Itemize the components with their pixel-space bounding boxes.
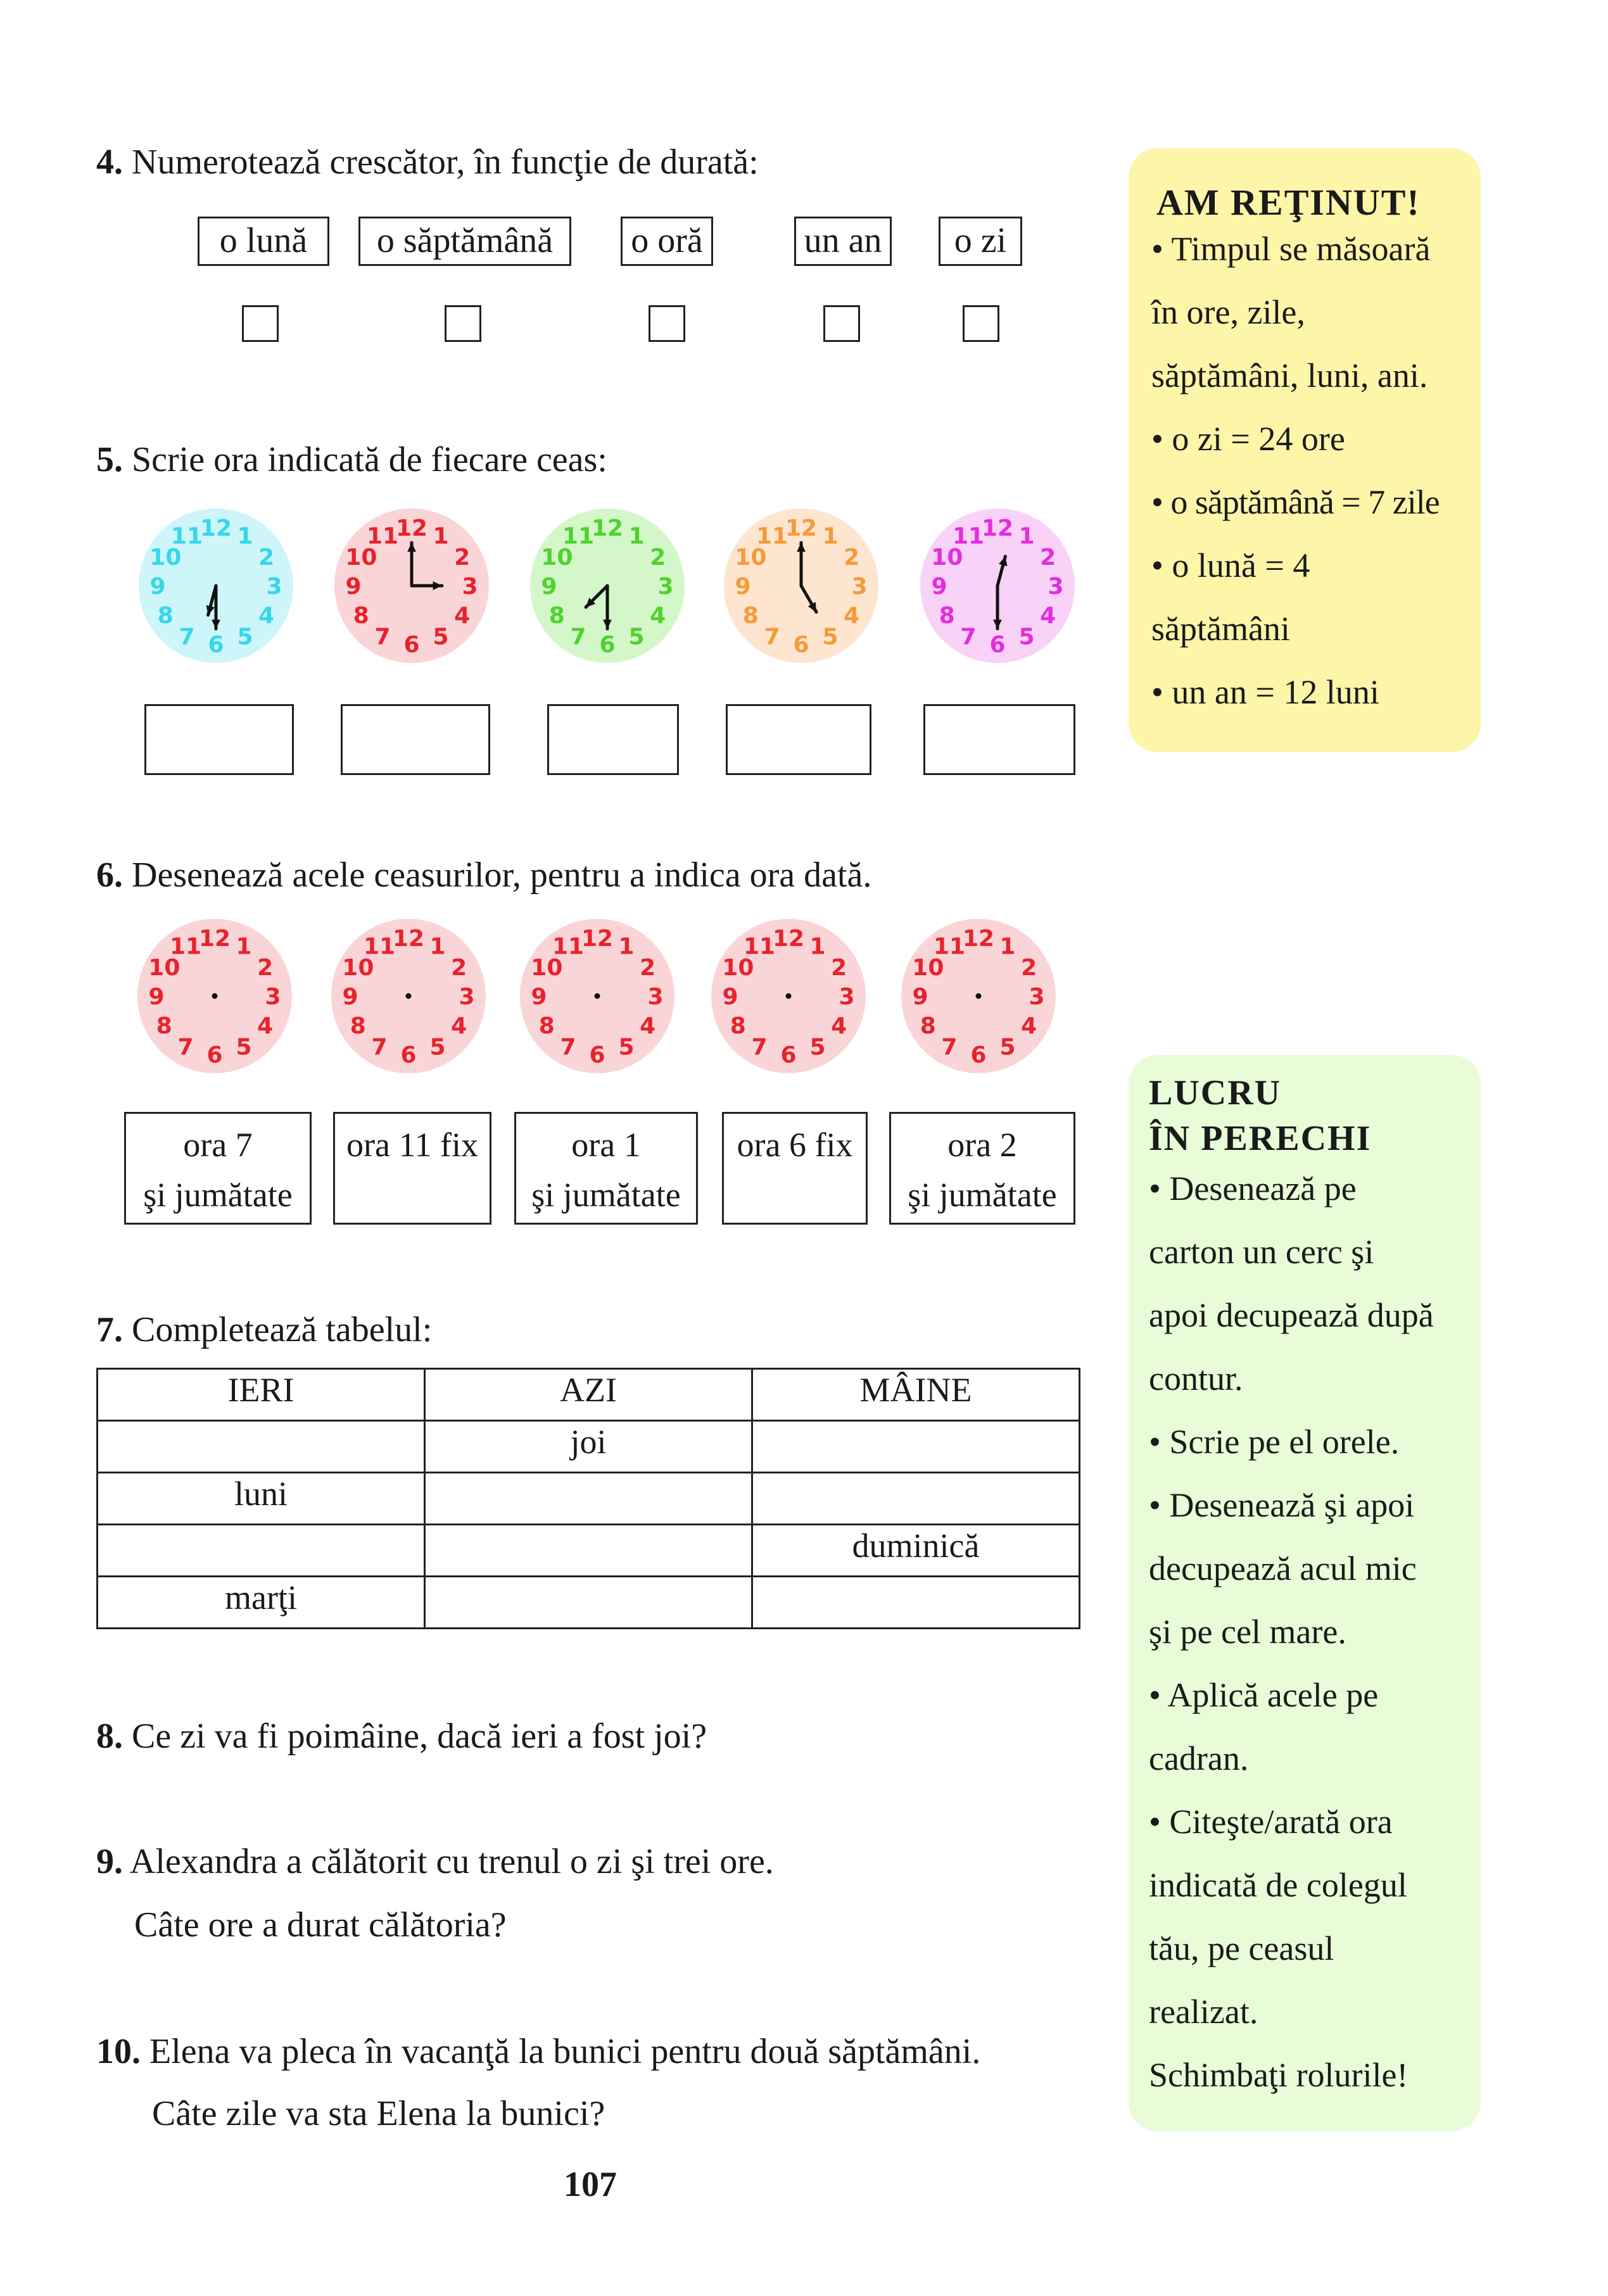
clock-numeral: 5 [809,1034,826,1061]
clock-numeral: 8 [548,603,565,629]
exercise-5-number: 5. [96,440,123,479]
clock-face-empty[interactable] [518,917,676,1075]
am-retinut-line: săptămâni, luni, ani. [1151,356,1428,394]
am-retinut-line: • o zi = 24 ore [1151,420,1345,458]
clock-numeral: 11 [170,523,203,550]
clock-numeral: 5 [237,624,253,650]
clock-numeral: 3 [1029,984,1045,1010]
clock-face [137,507,295,665]
clock-numeral: 9 [722,984,738,1010]
order-checkbox[interactable] [963,305,999,342]
clock-face-empty[interactable] [899,917,1058,1075]
clock-numeral: 4 [451,1013,467,1039]
clock-numeral: 3 [647,984,664,1010]
clock-center-dot [212,993,218,999]
time-label-line1: ora 7 [183,1126,253,1164]
clock-numeral: 9 [342,984,358,1010]
clock-numeral: 8 [350,1013,366,1039]
clock-numeral: 6 [400,1042,417,1068]
clock-numeral: 1 [999,933,1016,960]
table-cell[interactable] [752,1577,1080,1629]
perechi-line: • Scrie pe el orele. [1149,1423,1400,1461]
time-answer-box[interactable] [547,704,679,775]
word-box-o-ora: o oră [621,217,713,266]
clock-numeral: 4 [831,1013,847,1039]
clock-numeral: 6 [970,1042,987,1068]
clock-numeral: 7 [179,624,195,650]
exercise-6-text: Desenează acele ceasurilor, pentru a indica ora dată. [132,855,872,895]
order-checkbox[interactable] [823,305,860,342]
clock-numeral: 7 [764,624,780,650]
perechi-line: • Aplică acele pe [1149,1676,1379,1714]
table-header-cell: AZI [425,1369,752,1421]
clock-numeral: 8 [730,1013,746,1039]
clock-svg [332,507,491,665]
exercise-8 [96,1716,707,1757]
clock-numeral: 3 [839,984,855,1010]
clock-numeral: 2 [257,955,274,981]
clock-numeral: 6 [403,632,420,658]
clock-numeral: 10 [722,955,754,981]
days-table [96,1368,1080,1629]
exercise-4-text: Numerotează crescător, în funcţie de durată: [132,142,759,182]
clock-svg [518,917,676,1075]
perechi-line: tău, pe ceasul [1149,1929,1334,1967]
clock-numeral: 11 [952,523,985,550]
time-label-line1: ora 6 fix [737,1126,853,1164]
order-checkbox[interactable] [649,305,685,342]
time-label-box [333,1112,491,1225]
clock-numeral: 1 [429,933,446,960]
exercise-6-heading [96,855,871,895]
clock-numeral: 8 [920,1013,936,1039]
clock-numeral: 1 [809,933,826,960]
clock-numeral: 9 [148,984,165,1010]
clock-numeral: 4 [640,1013,656,1039]
am-retinut-line: • o săptămână = 7 zile [1151,483,1440,521]
clock-numeral: 5 [1018,624,1035,650]
table-header-cell: MÂINE [752,1369,1080,1421]
clock-numeral: 12 [392,926,425,952]
perechi-line: Schimbaţi rolurile! [1149,2056,1409,2094]
clock-numeral: 12 [981,515,1014,541]
perechi-line: decupează acul mic [1149,1549,1417,1587]
clock-numeral: 3 [462,574,478,600]
clock-numeral: 8 [939,603,955,629]
perechi-line: carton un cerc şi [1149,1233,1374,1271]
am-retinut-line: • o lună = 4 [1151,546,1310,584]
time-label-line1: ora 1 [571,1126,641,1164]
clock-numeral: 7 [177,1034,194,1061]
clock-numeral: 3 [851,574,868,600]
clock-numeral: 4 [257,1013,274,1039]
clock-numeral: 4 [258,603,275,629]
exercise-7-text: Completează tabelul: [132,1310,433,1349]
clock-numeral: 12 [591,515,624,541]
clock-numeral: 12 [785,515,818,541]
table-header-row [98,1369,1080,1421]
clock-numeral: 10 [148,955,180,981]
clock-face-empty[interactable] [329,917,488,1075]
clock-numeral: 2 [258,545,275,571]
clock-numeral: 1 [237,523,253,550]
clock-numeral: 3 [266,574,282,600]
clock-numeral: 1 [822,523,839,550]
exercise-10 [96,2031,980,2072]
clock-numeral: 4 [1021,1013,1037,1039]
clock-center-dot [406,993,412,999]
perechi-line: • Desenează pe [1149,1170,1357,1208]
clock-svg [136,917,294,1075]
perechi-line: cadran. [1149,1739,1249,1777]
clock-numeral: 3 [1048,574,1064,600]
clock-numeral: 9 [931,574,947,600]
clock-numeral: 2 [844,545,860,571]
am-retinut-panel [1129,148,1481,752]
clock-numeral: 5 [822,624,839,650]
clock-numeral: 7 [570,624,586,650]
clock-numeral: 3 [265,984,281,1010]
exercise-4-number: 4. [96,142,123,182]
time-answer-box[interactable] [341,704,490,775]
time-label-line2: şi jumătate [531,1176,681,1214]
clock-numeral: 1 [236,933,252,960]
clock-svg [899,917,1058,1075]
exercise-5-heading [96,439,607,480]
clock-numeral: 11 [562,523,595,550]
clock-numeral: 5 [628,624,645,650]
table-cell[interactable]: marţi [98,1577,425,1629]
clock-face [722,507,880,665]
perechi-line: realizat. [1149,1993,1258,2031]
exercise-9-number: 9. [96,1842,123,1881]
clock-svg [137,507,295,665]
table-cell[interactable] [425,1525,752,1577]
am-retinut-line: în ore, zile, [1151,293,1305,331]
clock-numeral: 2 [640,955,656,981]
clock-numeral: 1 [1018,523,1035,550]
exercise-10-number: 10. [96,2032,141,2071]
time-label-line2: şi jumătate [143,1176,293,1214]
clock-numeral: 9 [345,574,362,600]
clock-numeral: 8 [157,603,174,629]
page-number: 107 [564,2165,617,2204]
time-label-line1: ora 11 fix [346,1126,478,1164]
clock-numeral: 2 [454,545,471,571]
clock-numeral: 5 [236,1034,252,1061]
clock-numeral: 6 [780,1042,797,1068]
clock-svg [918,507,1077,665]
clock-numeral: 12 [198,926,231,952]
clock-face-empty[interactable] [136,917,294,1075]
time-label-box [889,1112,1075,1225]
perechi-line: apoi decupează după [1149,1296,1434,1334]
table-cell[interactable] [425,1577,752,1629]
clock-numeral: 10 [149,545,182,571]
clock-numeral: 5 [429,1034,446,1061]
table-cell[interactable] [98,1421,425,1473]
perechi-line: contur. [1149,1359,1243,1397]
table-row [98,1421,1080,1473]
clock-numeral: 9 [912,984,928,1010]
clock-numeral: 7 [751,1034,768,1061]
exercise-9-line2: Câte ore a durat călătoria? [134,1905,507,1945]
clock-numeral: 7 [960,624,977,650]
clock-numeral: 8 [538,1013,555,1039]
table-cell[interactable] [98,1525,425,1577]
perechi-line: • Desenează şi apoi [1149,1486,1415,1524]
clock-numeral: 10 [345,545,377,571]
table-cell[interactable]: duminică [752,1525,1080,1577]
perechi-line: indicată de colegul [1149,1866,1407,1904]
lucru-in-perechi-title: LUCRU [1149,1073,1282,1113]
clock-numeral: 7 [374,624,391,650]
clock-numeral: 6 [989,632,1006,658]
table-header-cell: IERI [98,1369,425,1421]
clock-svg [709,917,868,1075]
clock-numeral: 5 [618,1034,635,1061]
exercise-9-line1: Alexandra a călătorit cu trenul o zi şi trei ore. [129,1842,774,1881]
clock-numeral: 2 [650,545,666,571]
clock-center-dot [786,993,792,999]
clock-face [332,507,491,665]
am-retinut-line: • Timpul se măsoară [1151,230,1431,268]
word-box-un-an: un an [794,217,892,266]
exercise-9 [96,1841,774,1882]
table-row [98,1577,1080,1629]
clock-numeral: 8 [742,603,759,629]
exercise-10-line1: Elena va pleca în vacanţă la bunici pentru două săptămâni. [149,2032,981,2071]
clock-numeral: 2 [1040,545,1056,571]
clock-numeral: 12 [395,515,428,541]
table-cell[interactable] [752,1421,1080,1473]
clock-svg [528,507,687,665]
clock-numeral: 6 [793,632,809,658]
table-row [98,1473,1080,1525]
clock-numeral: 4 [454,603,471,629]
clock-numeral: 11 [743,933,776,960]
exercise-5-text: Scrie ora indicată de fiecare ceas: [132,440,607,479]
table-row [98,1525,1080,1577]
clock-svg [329,917,488,1075]
clock-numeral: 9 [541,574,557,600]
exercise-4-heading [96,142,759,182]
clock-numeral: 11 [552,933,585,960]
exercise-8-number: 8. [96,1717,123,1756]
clock-numeral: 8 [353,603,369,629]
word-box-o-zi: o zi [939,217,1022,266]
am-retinut-title: AM REŢINUT! [1156,182,1421,223]
order-checkbox[interactable] [242,305,279,342]
table-cell[interactable]: luni [98,1473,425,1525]
table-cell[interactable] [425,1473,752,1525]
clock-numeral: 5 [999,1034,1016,1061]
time-label-box [722,1112,868,1225]
am-retinut-line: • un an = 12 luni [1151,673,1379,711]
clock-numeral: 2 [1021,955,1037,981]
clock-numeral: 12 [962,926,995,952]
lucru-in-perechi-panel [1129,1055,1481,2131]
perechi-line: • Citeşte/arată ora [1149,1803,1393,1841]
clock-numeral: 7 [371,1034,388,1061]
clock-face [918,507,1077,665]
exercise-8-text: Ce zi va fi poimâine, dacă ieri a fost joi? [132,1717,707,1756]
clock-numeral: 11 [363,933,396,960]
time-answer-box[interactable] [923,704,1075,775]
time-label-line1: ora 2 [947,1126,1017,1164]
exercise-7-number: 7. [96,1310,123,1349]
clock-numeral: 4 [1040,603,1056,629]
clock-face-empty[interactable] [709,917,868,1075]
time-answer-box[interactable] [726,704,871,775]
clock-center-dot [976,993,982,999]
clock-face [528,507,687,665]
am-retinut-line: săptămâni [1151,610,1290,648]
time-answer-box[interactable] [144,704,294,775]
clock-numeral: 1 [618,933,635,960]
clock-numeral: 10 [931,545,963,571]
clock-numeral: 6 [206,1042,223,1068]
perechi-line: şi pe cel mare. [1149,1613,1346,1651]
clock-numeral: 11 [933,933,966,960]
clock-numeral: 12 [199,515,232,541]
clock-svg [722,507,880,665]
exercise-6-number: 6. [96,855,123,895]
clock-numeral: 10 [735,545,767,571]
exercise-10-line2: Câte zile va sta Elena la bunici? [152,2094,605,2133]
word-box-o-saptamana: o săptămână [358,217,571,266]
clock-numeral: 2 [451,955,467,981]
clock-numeral: 4 [844,603,860,629]
table-cell[interactable]: joi [425,1421,752,1473]
lucru-in-perechi-subtitle: ÎN PERECHI [1149,1119,1372,1158]
clock-numeral: 9 [531,984,547,1010]
clock-numeral: 12 [772,926,805,952]
clock-numeral: 5 [433,624,449,650]
clock-numeral: 11 [366,523,399,550]
exercise-7-heading [96,1309,432,1350]
clock-numeral: 10 [342,955,374,981]
clock-numeral: 8 [156,1013,172,1039]
clock-numeral: 1 [628,523,645,550]
clock-numeral: 1 [433,523,449,550]
clock-numeral: 11 [169,933,202,960]
time-label-box [514,1112,698,1225]
time-label-line2: şi jumătate [908,1176,1057,1214]
time-label-box [124,1112,312,1225]
clock-numeral: 7 [560,1034,576,1061]
clock-center-dot [595,993,600,999]
clock-numeral: 7 [941,1034,958,1061]
clock-numeral: 3 [657,574,674,600]
clock-numeral: 6 [208,632,224,658]
clock-numeral: 6 [589,1042,605,1068]
word-box-o-luna: o lună [198,217,329,266]
clock-numeral: 2 [831,955,847,981]
clock-numeral: 12 [581,926,614,952]
clock-numeral: 3 [459,984,475,1010]
clock-numeral: 4 [650,603,666,629]
order-checkbox[interactable] [445,305,481,342]
table-cell[interactable] [752,1473,1080,1525]
clock-numeral: 10 [531,955,563,981]
clock-numeral: 10 [912,955,944,981]
clock-numeral: 9 [149,574,166,600]
clock-numeral: 11 [756,523,788,550]
clock-numeral: 6 [599,632,616,658]
clock-numeral: 10 [541,545,573,571]
clock-numeral: 9 [735,574,751,600]
